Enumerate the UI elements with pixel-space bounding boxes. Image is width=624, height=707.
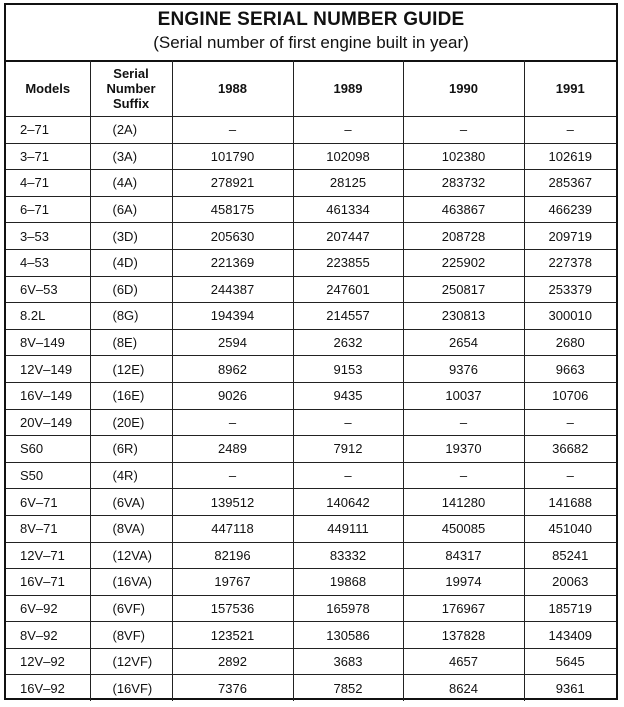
serial-1991-cell: 10706	[524, 382, 616, 409]
table-row	[6, 170, 616, 197]
table-body	[6, 117, 616, 702]
suffix-cell: (8E)	[90, 329, 172, 356]
serial-1988-cell: –	[172, 117, 293, 144]
table-row	[6, 409, 616, 436]
serial-1990-cell: 463867	[403, 196, 524, 223]
model-cell: 6V–53	[6, 276, 90, 303]
serial-1990-cell: –	[403, 117, 524, 144]
suffix-cell: (4A)	[90, 170, 172, 197]
serial-1988-cell: 194394	[172, 303, 293, 330]
serial-1988-cell: 123521	[172, 622, 293, 649]
model-cell: 8V–71	[6, 515, 90, 542]
suffix-cell: (4R)	[90, 462, 172, 489]
header-models: Models	[6, 60, 90, 117]
header-year: 1988	[172, 60, 293, 117]
serial-1988-cell: 19767	[172, 569, 293, 596]
serial-1991-cell: –	[524, 409, 616, 436]
table-row	[6, 356, 616, 383]
serial-1988-cell: 221369	[172, 249, 293, 276]
model-cell: 16V–71	[6, 569, 90, 596]
header-year: 1990	[403, 60, 524, 117]
serial-1988-cell: –	[172, 462, 293, 489]
serial-1990-cell: 208728	[403, 223, 524, 250]
serial-1989-cell: 7852	[293, 675, 403, 701]
serial-1990-cell: 230813	[403, 303, 524, 330]
serial-1990-cell: 2654	[403, 329, 524, 356]
serial-1988-cell: 458175	[172, 196, 293, 223]
model-cell: 12V–71	[6, 542, 90, 569]
header-year: 1991	[524, 60, 616, 117]
suffix-cell: (3D)	[90, 223, 172, 250]
serial-1991-cell: 451040	[524, 515, 616, 542]
suffix-cell: (12VA)	[90, 542, 172, 569]
suffix-cell: (6R)	[90, 436, 172, 463]
serial-1988-cell: 82196	[172, 542, 293, 569]
table-row	[6, 462, 616, 489]
serial-1991-cell: 2680	[524, 329, 616, 356]
model-cell: 3–71	[6, 143, 90, 170]
serial-1989-cell: 7912	[293, 436, 403, 463]
table-row	[6, 569, 616, 596]
serial-1990-cell: 102380	[403, 143, 524, 170]
model-cell: 16V–149	[6, 382, 90, 409]
serial-1989-cell: 449111	[293, 515, 403, 542]
table-row	[6, 489, 616, 516]
model-cell: 12V–149	[6, 356, 90, 383]
serial-1989-cell: 214557	[293, 303, 403, 330]
suffix-cell: (2A)	[90, 117, 172, 144]
model-cell: 16V–92	[6, 675, 90, 701]
model-cell: S50	[6, 462, 90, 489]
serial-1990-cell: –	[403, 462, 524, 489]
table-row	[6, 276, 616, 303]
serial-1988-cell: 9026	[172, 382, 293, 409]
serial-1991-cell: 20063	[524, 569, 616, 596]
suffix-cell: (16VA)	[90, 569, 172, 596]
serial-1990-cell: 9376	[403, 356, 524, 383]
suffix-cell: (6VA)	[90, 489, 172, 516]
serial-1991-cell: 300010	[524, 303, 616, 330]
table-row	[6, 249, 616, 276]
serial-1989-cell: 3683	[293, 648, 403, 675]
serial-1991-cell: 9663	[524, 356, 616, 383]
serial-1989-cell: 28125	[293, 170, 403, 197]
serial-1989-cell: 207447	[293, 223, 403, 250]
guide-frame	[4, 3, 618, 700]
serial-1988-cell: 2892	[172, 648, 293, 675]
serial-1990-cell: 84317	[403, 542, 524, 569]
table-row	[6, 117, 616, 144]
serial-1991-cell: 85241	[524, 542, 616, 569]
page-subtitle: (Serial number of first engine built in year)	[153, 33, 469, 52]
suffix-cell: (8VA)	[90, 515, 172, 542]
table-row	[6, 303, 616, 330]
table-row	[6, 622, 616, 649]
serial-1989-cell: 461334	[293, 196, 403, 223]
serial-1990-cell: 137828	[403, 622, 524, 649]
suffix-cell: (8G)	[90, 303, 172, 330]
serial-1989-cell: 130586	[293, 622, 403, 649]
serial-1991-cell: 102619	[524, 143, 616, 170]
serial-1991-cell: 253379	[524, 276, 616, 303]
serial-1989-cell: 165978	[293, 595, 403, 622]
serial-1989-cell: –	[293, 409, 403, 436]
serial-1989-cell: 102098	[293, 143, 403, 170]
model-cell: 6V–92	[6, 595, 90, 622]
serial-1988-cell: 2594	[172, 329, 293, 356]
serial-1990-cell: 19974	[403, 569, 524, 596]
table-row	[6, 223, 616, 250]
serial-1990-cell: 283732	[403, 170, 524, 197]
suffix-cell: (4D)	[90, 249, 172, 276]
serial-1988-cell: 139512	[172, 489, 293, 516]
model-cell: 8V–149	[6, 329, 90, 356]
serial-1988-cell: 447118	[172, 515, 293, 542]
serial-1990-cell: 450085	[403, 515, 524, 542]
serial-1991-cell: 185719	[524, 595, 616, 622]
serial-1988-cell: –	[172, 409, 293, 436]
title-block	[6, 5, 616, 62]
serial-1988-cell: 205630	[172, 223, 293, 250]
serial-1988-cell: 101790	[172, 143, 293, 170]
model-cell: 4–71	[6, 170, 90, 197]
serial-1990-cell: 8624	[403, 675, 524, 701]
serial-1991-cell: 141688	[524, 489, 616, 516]
serial-1990-cell: 19370	[403, 436, 524, 463]
table-row	[6, 382, 616, 409]
header-year: 1989	[293, 60, 403, 117]
table-row	[6, 436, 616, 463]
header-serial-suffix: Serial Number Suffix	[90, 60, 172, 117]
model-cell: 20V–149	[6, 409, 90, 436]
suffix-cell: (6VF)	[90, 595, 172, 622]
suffix-cell: (12E)	[90, 356, 172, 383]
serial-1990-cell: 10037	[403, 382, 524, 409]
suffix-cell: (6A)	[90, 196, 172, 223]
suffix-cell: (6D)	[90, 276, 172, 303]
model-cell: 8.2L	[6, 303, 90, 330]
serial-1988-cell: 278921	[172, 170, 293, 197]
table-row	[6, 595, 616, 622]
suffix-cell: (16VF)	[90, 675, 172, 701]
serial-1988-cell: 244387	[172, 276, 293, 303]
serial-1989-cell: 83332	[293, 542, 403, 569]
serial-1990-cell: –	[403, 409, 524, 436]
serial-1988-cell: 8962	[172, 356, 293, 383]
table-row	[6, 515, 616, 542]
page-title: ENGINE SERIAL NUMBER GUIDE	[157, 9, 465, 30]
table-row	[6, 675, 616, 701]
table-row	[6, 143, 616, 170]
serial-1990-cell: 176967	[403, 595, 524, 622]
serial-1991-cell: 466239	[524, 196, 616, 223]
serial-1989-cell: 2632	[293, 329, 403, 356]
serial-1989-cell: 9435	[293, 382, 403, 409]
serial-1991-cell: –	[524, 462, 616, 489]
serial-1990-cell: 141280	[403, 489, 524, 516]
serial-1989-cell: –	[293, 462, 403, 489]
suffix-cell: (12VF)	[90, 648, 172, 675]
model-cell: S60	[6, 436, 90, 463]
table-row	[6, 542, 616, 569]
serial-1989-cell: 19868	[293, 569, 403, 596]
table-row	[6, 196, 616, 223]
serial-1989-cell: 223855	[293, 249, 403, 276]
suffix-cell: (8VF)	[90, 622, 172, 649]
serial-1991-cell: 285367	[524, 170, 616, 197]
serial-1989-cell: 9153	[293, 356, 403, 383]
model-cell: 6–71	[6, 196, 90, 223]
header-row	[6, 60, 616, 117]
serial-1988-cell: 2489	[172, 436, 293, 463]
model-cell: 3–53	[6, 223, 90, 250]
suffix-cell: (20E)	[90, 409, 172, 436]
serial-1989-cell: 247601	[293, 276, 403, 303]
serial-1991-cell: 5645	[524, 648, 616, 675]
model-cell: 6V–71	[6, 489, 90, 516]
serial-1989-cell: 140642	[293, 489, 403, 516]
serial-1991-cell: 143409	[524, 622, 616, 649]
serial-1991-cell: –	[524, 117, 616, 144]
serial-1990-cell: 4657	[403, 648, 524, 675]
model-cell: 12V–92	[6, 648, 90, 675]
model-cell: 4–53	[6, 249, 90, 276]
serial-1991-cell: 36682	[524, 436, 616, 463]
table-row	[6, 329, 616, 356]
model-cell: 8V–92	[6, 622, 90, 649]
suffix-cell: (16E)	[90, 382, 172, 409]
serial-number-table	[6, 60, 616, 701]
serial-1991-cell: 227378	[524, 249, 616, 276]
serial-1988-cell: 157536	[172, 595, 293, 622]
serial-1988-cell: 7376	[172, 675, 293, 701]
serial-1990-cell: 250817	[403, 276, 524, 303]
serial-1990-cell: 225902	[403, 249, 524, 276]
serial-1991-cell: 9361	[524, 675, 616, 701]
model-cell: 2–71	[6, 117, 90, 144]
suffix-cell: (3A)	[90, 143, 172, 170]
table-row	[6, 648, 616, 675]
serial-1989-cell: –	[293, 117, 403, 144]
serial-1991-cell: 209719	[524, 223, 616, 250]
